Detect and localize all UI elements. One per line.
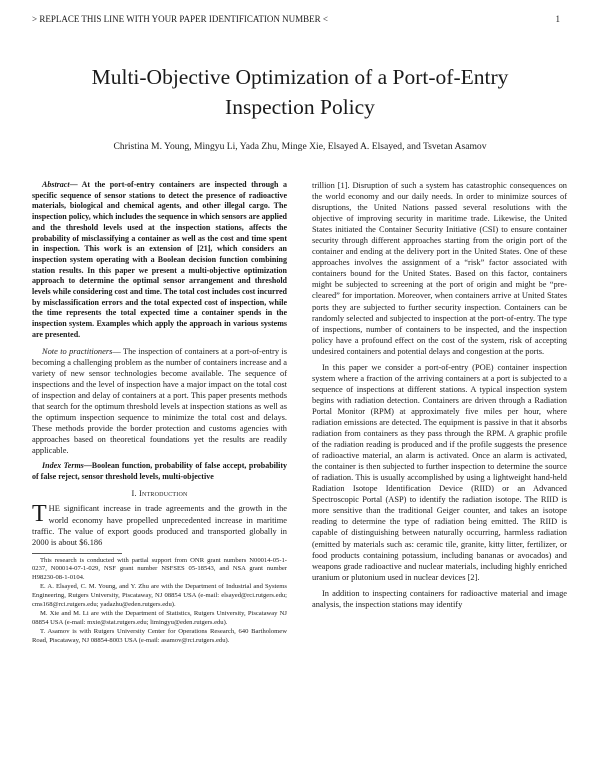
note-to-practitioners: [32, 346, 287, 456]
footnote-authors-ise: E. A. Elsayed, C. M. Young, and Y. Zhu are with the Department of Industrial and Systems Engineering, Rutgers University, Piscataway, NJ 08854 USA (e-mail: elsayed@rci.rutgers.edu; cms168@rci.rutgers.edu; yadazhu@eden.rutgers.edu).: [32, 583, 287, 608]
footnote-funding: This research is conducted with partial support from ONR grant numbers N00014-05-1-0237, N00014-07-1-029, NSF grant number NSFSES 05-18543, and NSA grant number H98230-08-1-0104.: [32, 556, 287, 581]
practitioners-text: — The inspection of containers at a port-of-entry is becoming a challenging problem as the number of containers increase and a variety of new sensor technologies become available. The sequence of inspections and the level of inspection have a major impact on the total cost of inspection and delay of containers at a port. This paper presents methods that search for the optimum threshold levels at inspection stations as well as the optimum inspection sequence to minimize the total cost and delays. These methods provide the border protection and customs agencies with approaches based on theoretical foundations yet the results are readily applicable.: [32, 346, 287, 455]
index-terms-text: —Boolean function, probability of false accept, probability of false reject, sensor threshold levels, multi-objective: [32, 461, 287, 481]
body-paragraph-3: In addition to inspecting containers for radioactive material and image analysis, the inspection stations may identify: [312, 588, 567, 609]
practitioners-label: Note to practitioners: [42, 346, 113, 356]
running-header: [32, 14, 560, 24]
paper-title: [32, 62, 568, 122]
running-head-text: > REPLACE THIS LINE WITH YOUR PAPER IDENTIFICATION NUMBER <: [32, 14, 328, 24]
footnote-author-rutcor: T. Asamov is with Rutgers University Center for Operations Research, 640 Bartholomew Road, Piscataway, NJ 08854-8003 USA (e-mail: asamov@rci.rutgers.edu).: [32, 628, 287, 644]
abstract-label: Abstract: [42, 180, 70, 189]
introduction-text: HE significant increase in trade agreements and the growth in the world economy have propelled unprecedented increase in maritime traffic. The value of export goods produced and transported globally in 2000 is about $6.186: [32, 504, 287, 547]
section-numeral: I.: [131, 489, 137, 499]
left-column: [32, 180, 287, 647]
index-terms: [32, 461, 287, 482]
introduction-paragraph: [32, 503, 287, 547]
footnote-authors-stat: M. Xie and M. Li are with the Department of Statistics, Rutgers University, Piscataway NJ 08854 USA (e-mail: mxie@stat.rutgers.edu; limingyu@eden.rutgers.edu).: [32, 610, 287, 626]
page-number: 1: [555, 14, 560, 24]
drop-cap: T: [32, 501, 47, 528]
section-rest: ntroduction: [142, 489, 188, 499]
index-terms-label: Index Terms: [42, 461, 84, 471]
abstract: [32, 180, 287, 341]
section-heading-introduction: [32, 488, 287, 499]
abstract-text: — At the port-of-entry containers are inspected through a specific sequence of sensor stations to detect the presence of radioactive materials, biological and chemical agents, and other illegal cargo. The inspection policy, which includes the sequence in which sensors are applied and the threshold levels used at the inspection stations, affects the probability of misclassifying a container as well as the cost and time spent in inspection. This work is an extension of [21], which considers an inspection system operating with a Boolean decision function combining station results. In this paper we present a multi-objective optimization approach to determine the optimal sensor arrangement and threshold levels while considering cost and time. The total cost includes cost incurred by misclassification errors and the total expected cost of inspection, while the time represents the total expected time a container spends in the inspection system. Examples which apply the approach in various systems are presented.: [32, 180, 287, 339]
section-first-letter: I: [139, 489, 143, 499]
title-line-1: Multi-Objective Optimization of a Port-of-Entry: [91, 65, 509, 89]
footnote-rule: [32, 553, 122, 554]
author-list: Christina M. Young, Mingyu Li, Yada Zhu, Minge Xie, Elsayed A. Elsayed, and Tsvetan Asamov: [113, 141, 487, 152]
body-paragraph-1: trillion [1]. Disruption of such a system has catastrophic consequences on the world economy and our daily needs. In order to minimize sources of disruptions, the United Nations passed several resolutions with the objective of improving security in maritime trade. Likewise, the United States initiated the Container Security Initiative (CSI) to ensure container security through different approaches starting from the origin port of the container and ending at the delivery port in the United States. One of these approaches involves the assignment of a “risk” factor associated with containers bound for the United States. Based on this factor, containers might be subjected to screening at the port of origin and might be “pre-cleared” for importation. Moreover, when containers arrive at United States ports they are subjected to further security inspection. Containers can be randomly selected and subjected to inspection at the port-of-entry. The type of inspections, number of containers to be inspected, and the inspection policy have a profound effect on the cost of the system, risk of accepting undesired containers and potential delays and congestion at the ports.: [312, 181, 567, 356]
title-line-2: Inspection Policy: [225, 95, 375, 119]
right-column: [312, 180, 567, 615]
body-paragraph-2: In this paper we consider a port-of-entry (POE) container inspection system where a fraction of the arriving containers at a port is subjected to a sequence of inspections at different stations. A typical inspection system begins with radiation detection. Containers are driven through a Radiation Portal Monitor (RPM) at approximately five miles per hour, where radiation emissions are detected. The equipment is passive in that it absorbs radiation from containers as they pass through the RPM. A graphic profile of the radiation reading is produced and if the profile suggests the presence of radioactive material, an alarm is activated. Once an alarm is activated, the container is then subjected to further inspection to determine the source of radiation. This is usually accomplished by using a lightweight hand-held Radiation Isotope Identification Device (RIID) or an Advanced Spectroscopic Portal (ASP) to identify the radiation isotope. The RIID is more sensitive than the traditional Geiger counter, and takes an isotope reading to determine the type of radiation being emitted. The RIID is capable of distinguishing between naturally occurring, harmless radiation (emitted by materials such as: ceramic tile, granite, kitty litter, fertilizer, or food products containing potassium, including bananas or avocados) and weapons grade radioactive and nuclear materials, including highly enriched uranium or plutonium used in nuclear devices [2].: [312, 362, 567, 582]
footnotes: [32, 557, 287, 646]
